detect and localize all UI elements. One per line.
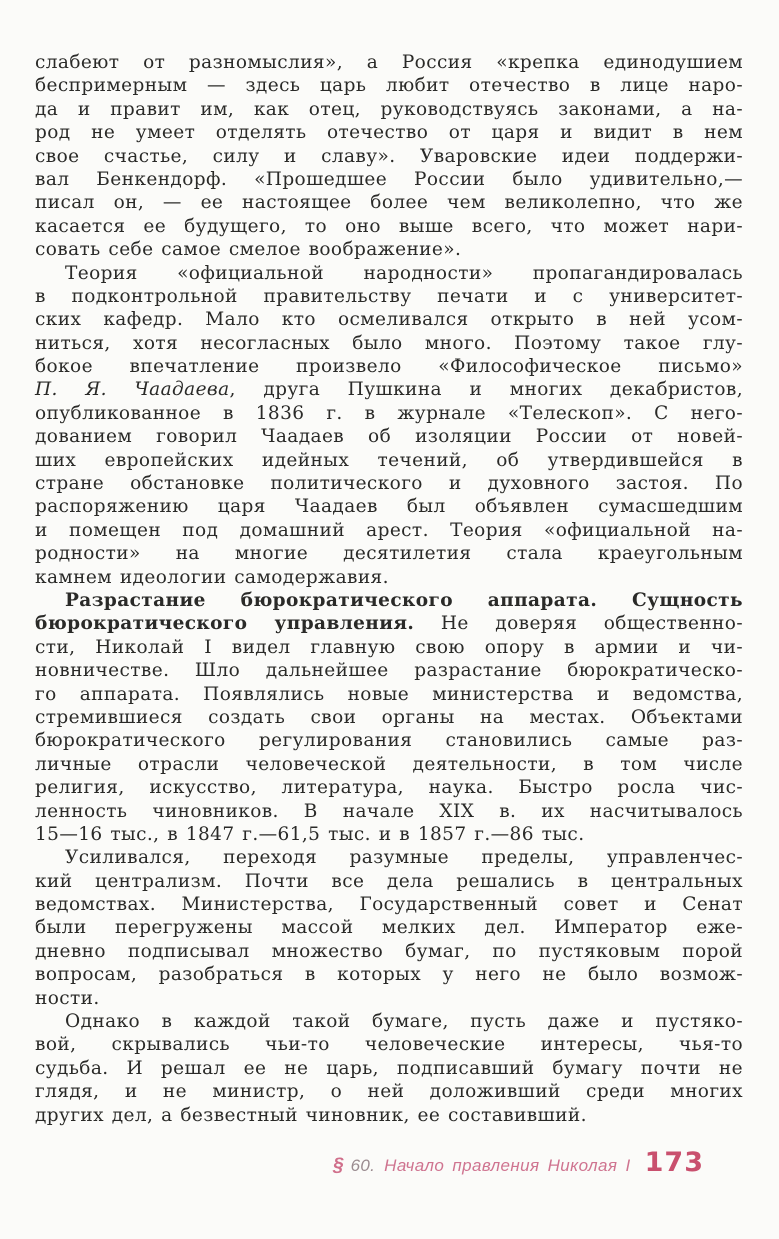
text-line	[35, 519, 743, 542]
text-line	[35, 753, 743, 776]
text-run: вой, скрывались чьи-то человеческие интересы, чья-то	[35, 1034, 743, 1056]
text-run: писал он, — ее настоящее более чем великолепно, что же	[35, 192, 743, 214]
section-symbol: §	[333, 1155, 344, 1176]
text-run: ших европейских идейных течений, об утвердившейся в	[35, 449, 743, 471]
text-line	[35, 1010, 743, 1033]
text-line	[35, 1033, 743, 1056]
text-line	[35, 940, 743, 963]
text-run: распоряжению царя Чаадаев был объявлен сумасшедшим	[35, 496, 743, 518]
text-line	[35, 285, 743, 308]
text-line	[35, 612, 743, 635]
text-line	[35, 659, 743, 682]
text-run: Однако в каждой такой бумаге, пусть даже и пустяко-	[65, 1011, 743, 1033]
text-line	[35, 51, 743, 74]
text-line	[35, 355, 743, 378]
text-run: Не доверяя общественно-	[414, 613, 743, 635]
text-run: сти, Николай I видел главную свою опору в армии и чи-	[35, 636, 743, 658]
text-line	[35, 916, 743, 939]
text-run: вопросам, разобраться в которых у него не было возмож-	[35, 964, 743, 986]
text-run: в подконтрольной правительству печати и с университет-	[35, 285, 743, 307]
page-footer	[333, 1147, 704, 1178]
text-line	[35, 402, 743, 425]
text-run: опубликованное в 1836 г. в журнале «Телескоп». С него-	[35, 402, 743, 424]
text-line	[35, 191, 743, 214]
text-line	[35, 262, 743, 285]
text-run: бокое впечатление произвело «Философическое письмо»	[35, 356, 743, 378]
text-line	[35, 893, 743, 916]
text-line	[35, 729, 743, 752]
text-run: судьба. И решал ее не царь, подписавший бумагу почти не	[35, 1057, 743, 1079]
text-run: дованием говорил Чаадаев об изоляции России от новей-	[35, 426, 743, 448]
text-run: стремившиеся создать свои органы на местах. Объектами	[35, 706, 743, 728]
section-number: 60.	[350, 1156, 376, 1175]
text-line	[35, 776, 743, 799]
section-title: Начало правления Николая I	[384, 1156, 631, 1175]
text-run: ленность чиновников. В начале XIX в. их насчитывалось	[35, 800, 743, 822]
text-line	[35, 870, 743, 893]
text-run: го аппарата. Появлялись новые министерства и ведомства,	[35, 683, 743, 705]
text-line	[35, 1104, 743, 1127]
text-run: глядя, и не министр, о ней доложивший среди многих	[35, 1081, 743, 1103]
text-line	[35, 846, 743, 869]
text-line	[35, 963, 743, 986]
text-run: были перегружены массой мелких дел. Император еже-	[35, 917, 743, 939]
text-line	[35, 1080, 743, 1103]
bold-heading-run: бюрократического управления.	[35, 613, 415, 635]
text-line	[35, 378, 743, 401]
text-run: бюрократического регулирования становились самые раз-	[35, 730, 743, 752]
text-line	[35, 1057, 743, 1080]
text-run: род не умеет отделять отечество от царя и видит в нем	[35, 122, 743, 144]
text-line	[35, 636, 743, 659]
text-line	[35, 683, 743, 706]
text-line	[35, 425, 743, 448]
text-run: свое счастье, силу и славу». Уваровские идеи поддержи-	[35, 145, 743, 167]
text-run: ских кафедр. Мало кто осмеливался открыто в ней усом-	[35, 309, 743, 331]
text-line	[35, 121, 743, 144]
text-run: слабеют от разномыслия», а Россия «крепка единодушием	[35, 52, 743, 73]
page-number: 173	[644, 1147, 704, 1178]
text-run: вал Бенкендорф. «Прошедшее России было удивительно,—	[35, 168, 743, 190]
text-line	[35, 706, 743, 729]
text-run: и помещен под домашний арест. Теория «официальной на-	[35, 519, 743, 541]
text-run: камнем идеологии самодержавия.	[35, 566, 389, 588]
text-run: религия, искусство, литература, наука. Быстро росла чис-	[35, 777, 743, 799]
italic-name-run: П. Я. Чаадаева	[35, 379, 230, 401]
text-line	[35, 98, 743, 121]
text-line	[35, 542, 743, 565]
text-line	[35, 987, 743, 1010]
text-line	[35, 823, 743, 846]
body-text	[35, 51, 743, 1127]
text-run: ведомствах. Министерства, Государственный совет и Сенат	[35, 894, 743, 916]
text-line	[35, 332, 743, 355]
text-run: Усиливался, переходя разумные пределы, управленчес-	[65, 847, 743, 869]
text-run: Теория «официальной народности» пропагандировалась	[65, 262, 743, 284]
text-run: кий централизм. Почти все дела решались в центральных	[35, 870, 743, 892]
text-run: 15—16 тыс., в 1847 г.—61,5 тыс. и в 1857 г.—86 тыс.	[35, 823, 585, 845]
text-line	[35, 215, 743, 238]
text-line	[35, 308, 743, 331]
text-run: стране обстановке политического и духовного застоя. По	[35, 473, 743, 495]
text-run: ности.	[35, 987, 100, 1009]
text-line	[35, 74, 743, 97]
text-run: личные отрасли человеческой деятельности, в том числе	[35, 753, 743, 775]
text-line	[35, 472, 743, 495]
text-line	[35, 589, 743, 612]
text-line	[35, 566, 743, 589]
text-line	[35, 495, 743, 518]
text-run: , друга Пушкина и многих декабристов,	[229, 379, 744, 401]
text-run: дневно подписывал множество бумаг, по пустяковым порой	[35, 940, 743, 962]
text-run: ниться, хотя несогласных было много. Поэтому такое глу-	[35, 332, 743, 354]
text-run: касается ее будущего, то оно выше всего, что может нари-	[35, 215, 743, 237]
text-run: других дел, а безвестный чиновник, ее составивший.	[35, 1104, 587, 1126]
text-run: новничестве. Шло дальнейшее разрастание бюрократическо-	[35, 660, 743, 682]
text-run: совать себе самое смелое воображение».	[35, 239, 462, 261]
text-line	[35, 238, 743, 261]
text-line	[35, 800, 743, 823]
text-run: да и правит им, как отец, руководствуясь законами, а на-	[35, 98, 743, 120]
text-line	[35, 449, 743, 472]
text-run: беспримерным — здесь царь любит отечество в лице наро-	[35, 75, 743, 97]
text-line	[35, 145, 743, 168]
bold-heading-run: Разрастание бюрократического аппарата. Сущность	[65, 589, 743, 611]
text-run: родности» на многие десятилетия стала краеугольным	[35, 543, 743, 565]
text-line	[35, 168, 743, 191]
